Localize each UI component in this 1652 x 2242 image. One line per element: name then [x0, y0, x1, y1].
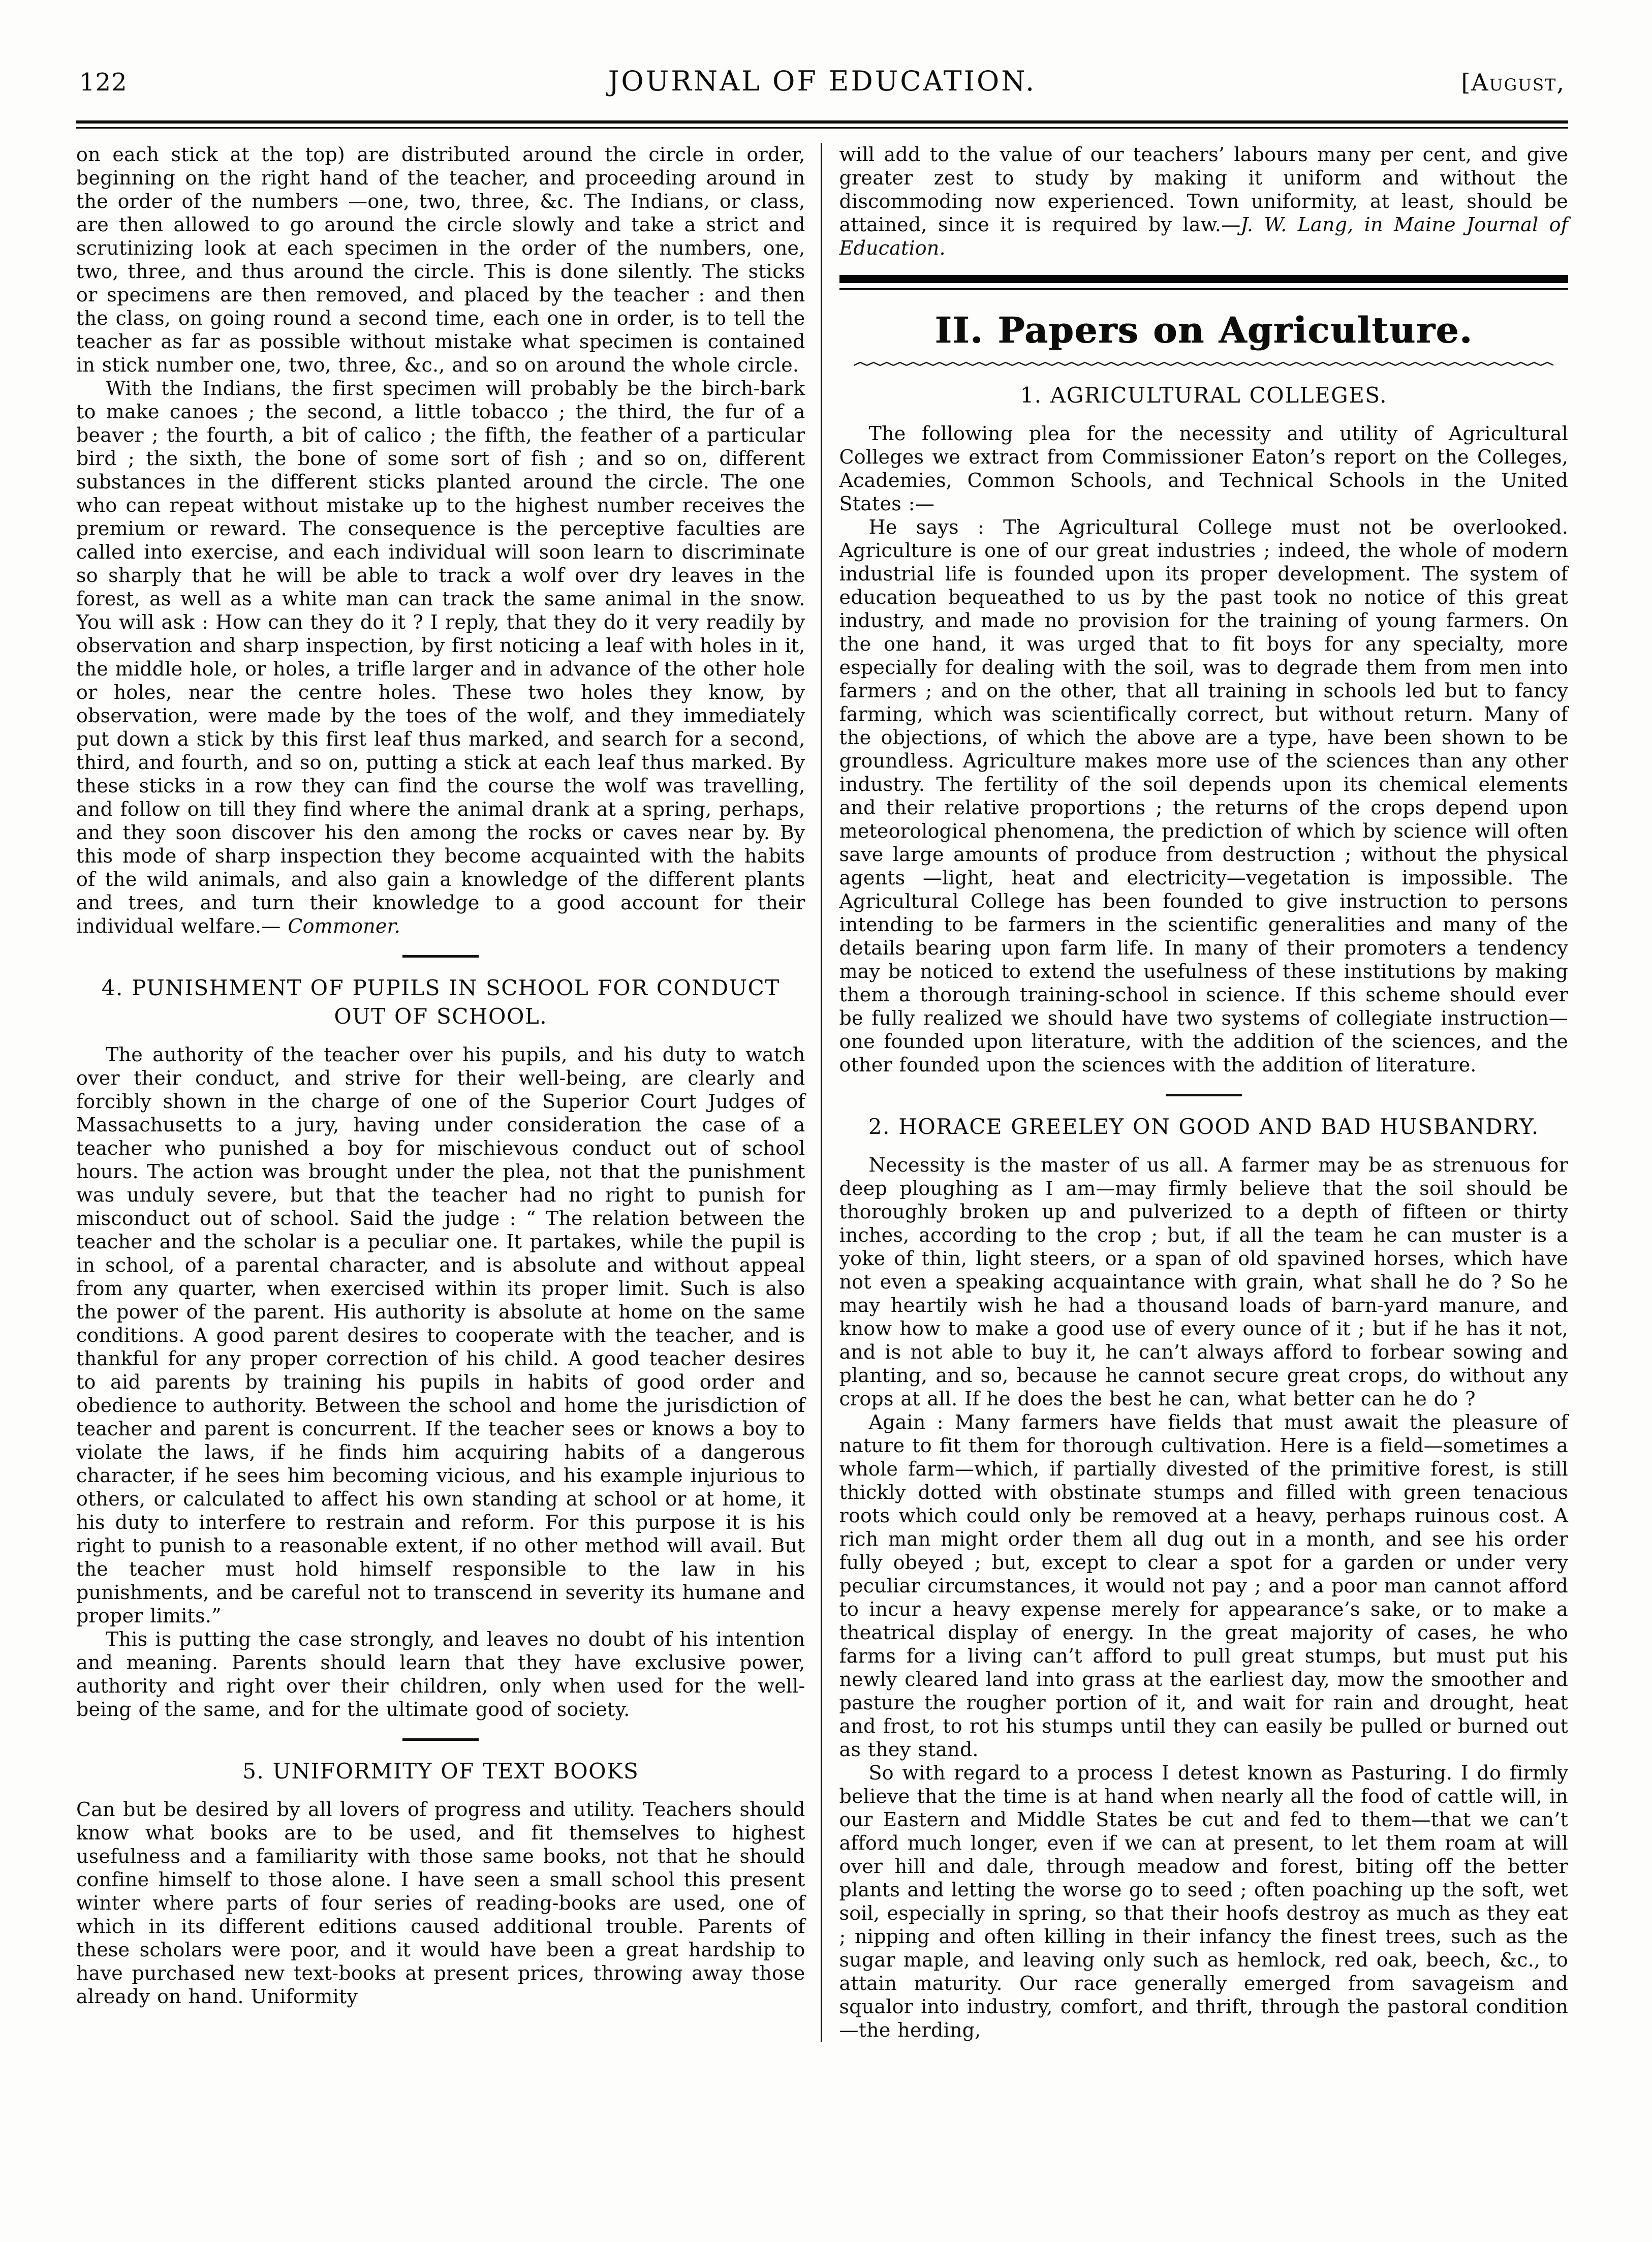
paragraph-husbandry-pasturing: So with regard to a process I detest known as Pasturing. I do firmly believe that the time is at hand when nearly all the food of cattle will, in our Eastern and Middle States be cut and fed to them—that we can’t afford much longer, even if we can at present, to let them roam at will over hill and dale, through meadow and forest, biting off the better plants and letting the worse go to seed ; often poaching up the soft, wet soil, especially in spring, so that their hoofs destroy as much as they eat ; nipping and often killing in their infancy the finest trees, such as the sugar maple, and leaving only such as hemlock, red oak, beech, &c., to attain maturity. Our race generally emerged from savageism and squalor into industry, comfort, and thrift, through the pastoral condition—the herding,	[839, 1762, 1568, 2041]
paragraph-indians-specimens	[76, 377, 805, 938]
right-column	[822, 143, 1569, 2042]
section-rule-thick	[839, 275, 1569, 283]
attribution-commoner: Commoner.	[288, 915, 401, 937]
article-divider-rule	[1166, 1094, 1242, 1096]
paragraph-uniformity: Can but be desired by all lovers of progress and utility. Teachers should know what books are to be used, and fit themselves to highest usefulness and a familiarity with those same books, not that he should confine himself to those alone. I have seen a small school this present winter where parts of four series of reading-books are used, one of which in its different editions caused additional trouble. Parents of these scholars were poor, and it would have been a great hardship to have purchased new text-books at present prices, throwing away those already on hand. Uniformity	[76, 1798, 805, 2008]
section-title-papers-on-agriculture: II. Papers on Agriculture.	[934, 309, 1473, 351]
paragraph-husbandry-stumps: Again : Many farmers have fields that must await the pleasure of nature to fit them for thorough cultivation. Here is a field—sometimes a whole farm—which, if partially divested of the primitive forest, is still thickly dotted with obstinate stumps and filled with green tenacious roots which could only be removed at a heavy, perhaps ruinous cost. A rich man might order them all dug out in a month, and see his order fully obeyed ; but, except to clear a spot for a garden or under very peculiar circumstances, it would not pay ; and a poor man cannot afford to incur a heavy expense merely for appearance’s sake, or to make a theatrical display of energy. In the great majority of cases, he who farms for a living can’t afford to pull great stumps, but must put his newly cleared land into grass at the earliest day, mow the smoother and pasture the rougher portion of it, and wait for rain and drought, heat and frost, to rot his stumps until they can easily be pulled or burned out as they stand.	[839, 1411, 1568, 1761]
section-rule-thin	[839, 288, 1569, 290]
wavy-divider	[854, 360, 1553, 368]
page-number: 122	[79, 68, 128, 97]
header-rule	[76, 120, 1568, 129]
attribution-lang: J. W. Lang, in Maine Journal of Education.	[839, 213, 1568, 259]
article-heading-uniformity: 5. UNIFORMITY OF TEXT BOOKS	[242, 1759, 639, 1784]
paragraph-text: With the Indians, the first specimen will probably be the birch-bark to make canoes ; the second, a little tobacco ; the third, the fur of a beaver ; the fourth, a bit of calico ; the fifth, the feather of a particular bird ; the sixth, the bone of some sort of fish ; and so on, different substances in the different sticks planted around the circle. The one who can repeat without mistake up to the highest number receives the premium or reward. The consequence is the perceptive faculties are called into exercise, and each individual will soon learn to discriminate so sharply that he will be able to track a wolf over dry leaves in the forest, as well as a white man can track the same animal in the snow. You will ask : How can they do it ? I reply, that they do it very readily by observation and sharp inspection, by first noticing a leaf with holes in it, the middle hole, or holes, a trifle larger and in advance of the other hole or holes, near the centre holes. These two holes they know, by observation, were made by the toes of the wolf, and they immediately put down a stick by this first leaf thus marked, and search for a second, third, and fourth, and so on, putting a stick at each leaf thus marked. By these sticks in a row they can find the course the wolf was travelling, and follow on till they find where the animal drank at a spring, perhaps, and they soon discover his den among the rocks or caves near by. By this mode of sharp inspection they become acquainted with the habits of the wild animals, and also gain a knowledge of the different plants and trees, and turn their knowledge to a good account for their individual welfare.—	[76, 377, 805, 937]
paragraph-husbandry-necessity: Necessity is the master of us all. A farmer may be as strenuous for deep ploughing as I am—may firmly believe that the soil should be thoroughly broken up and pulverized to a depth of fifteen or thirty inches, according to the crop ; but, if all the team he can muster is a yoke of thin, light steers, or a span of old spavined horses, which have not even a speaking acquaintance with grain, what shall he do ? So he may heartily wish he had a thousand loads of barn-yard manure, and know how to make a good use of every ounce of it ; but if he has it not, and is not able to buy it, he can’t always afford to forbear sowing and planting, and so, because he cannot secure great crops, do without any crops at all. If he does the best he can, what better can he do ?	[839, 1154, 1568, 1410]
journal-title: JOURNAL OF EDUCATION.	[608, 65, 1037, 97]
article-heading-punishment: 4. PUNISHMENT OF PUPILS IN SCHOOL FOR CONDUCT OUT OF SCHOOL.	[101, 975, 780, 1029]
paragraph-colleges-body: He says : The Agricultural College must not be overlooked. Agriculture is one of our great industries ; indeed, the whole of modern industrial life is founded upon its proper development. The system of education bequeathed to us by the past took no notice of this great industry, and made no provision for the training of young farmers. On the one hand, it was urged that to fit boys for any specialty, more especially for dealing with the soil, was to degrade them from men into farmers ; and on the other, that all training in schools led but to fancy farming, which was scientifically correct, but without return. Many of the objections, of which the above are a type, have been shown to be groundless. Agriculture makes more use of the sciences than any other industry. The fertility of the soil depends upon its chemical elements and their relative proportions ; the returns of the crops depend upon meteorological phenomena, the prediction of which by science will often save large amounts of produce from destruction ; without the physical agents —light, heat and electricity—vegetation is impossible. The Agricultural College has been founded to give instruction to persons intending to be farmers in the scientific generalities and many of the details bearing upon farm life. In many of their promoters a tendency may be noticed to extend the usefulness of these institutions by making them a thorough training-school in science. If this scheme should ever be fully realized we should have two systems of collegiate instruction—one founded upon literature, with the addition of the sciences, and the other founded upon the sciences with the addition of literature.	[839, 516, 1568, 1076]
paragraph-uniformity-continuation	[839, 143, 1569, 260]
paragraph-punishment-conclusion: This is putting the case strongly, and leaves no doubt of his intention and meaning. Parents should learn that they have exclusive power, authority and right over their children, only when used for the well-being of the same, and for the ultimate good of society.	[76, 1628, 805, 1721]
article-divider-rule	[402, 1738, 479, 1741]
article-divider-rule	[402, 955, 479, 958]
paragraph-colleges-intro: The following plea for the necessity and utility of Agricultural Colleges we extract from Commissioner Eaton’s report on the Colleges, Academies, Common Schools, and Technical Schools in the United States :—	[839, 422, 1568, 515]
page-columns	[76, 143, 1568, 2042]
masthead	[76, 65, 1568, 97]
article-heading-husbandry: 2. HORACE GREELEY ON GOOD AND BAD HUSBANDRY.	[868, 1114, 1539, 1139]
paragraph-punishment-charge: The authority of the teacher over his pupils, and his duty to watch over their conduct, and strive for their well-being, are clearly and forcibly shown in the charge of one of the Superior Court Judges of Massachusetts to a jury, having under consideration the case of a teacher who punished a boy for mischievous conduct out of school hours. The action was brought under the plea, not that the punishment was unduly severe, but that the teacher had no right to punish for misconduct out of school. Said the judge : “ The relation between the teacher and the scholar is a peculiar one. It partakes, while the pupil is in school, of a parental character, and is absolute and without appeal from any quarter, when exercised within its proper limit. Such is also the power of the parent. His authority is absolute at home on the same conditions. A good parent desires to cooperate with the teacher, and is thankful for any proper correction of his child. A good teacher desires to aid parents by training his pupils in habits of good order and obedience to authority. Between the school and home the jurisdiction of teacher and parent is concurrent. If the teacher sees or knows a boy to violate the laws, if he finds him acquiring habits of a dangerous character, if he sees him becoming vicious, and his example injurious to others, or calculated to affect his own standing at school or at home, it his duty to interfere to restrain and reform. For this purpose it is his right to punish to a reasonable extent, if no other method will avail. But the teacher must hold himself responsible to the law in his punishments, and be careful not to transcend in severity its humane and proper limits.”	[76, 1043, 805, 1627]
article-heading-agricultural-colleges: 1. AGRICULTURAL COLLEGES.	[1020, 383, 1387, 408]
left-column	[76, 143, 821, 2042]
paragraph-sticks-continuation: on each stick at the top) are distributed around the circle in order, beginning on the right hand of the teacher, and proceeding around in the order of the numbers —one, two, three, &c. The Indians, or class, are then allowed to go around the circle slowly and take a strict and scrutinizing look at each specimen in the order of the numbers, one, two, three, and thus around the circle. This is done silently. The sticks or specimens are then removed, and placed by the teacher : and then the class, on going round a second time, each one in order, is to tell the teacher as far as possible without mistake what specimen is contained in stick number one, two, three, &c., and so on around the whole circle.	[76, 143, 805, 376]
issue-date: [August,	[1461, 69, 1565, 96]
paragraph-text: will add to the value of our teachers’ labours many per cent, and give greater zest to study by making it uniform and without the discommoding now experienced. Town uniformity, at least, should be attained, since it is required by law.—	[839, 143, 1568, 236]
